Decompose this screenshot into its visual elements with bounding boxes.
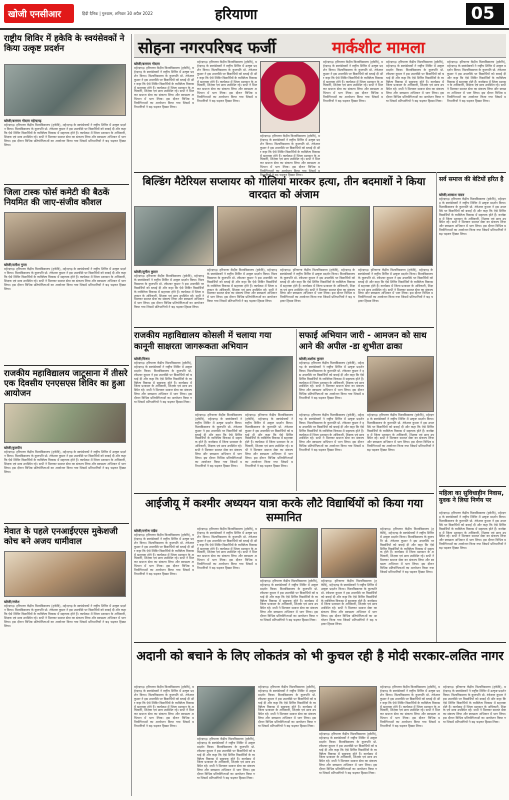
story-kaushal-photo <box>4 212 126 260</box>
story-ig-body-1: महेन्द्रगढ़। हरियाणा केंद्रीय विश्वविद्यालय (हकेवि), महेन्द्रगढ़ के स्वयंसेवकों ने राष्ट्रीय शिविर में उत्कृष्ट प्रदर्शन किया। विश्वविद्यालय के कुलपति प्रो. टंकेश्वर कुमार ने इस उपलब्धि पर विद्यार्थियों को बधाई दी और कहा कि ऐसे शिविर विद्यार्थियों के व्यक्तित्व विकास में सहायक होते हैं। कार्यक्रम में जिला प्रशासन के अधिकारी, शिक्षक एवं छात्र उपस्थित रहे। सभी ने मिलकर समाज सेवा का संकल्प लिया और स्वच्छता अभियान में भाग लिया। इस दौरान विभिन्न प्रतियोगिताओं का आयोजन किया गया जिसमें प्रतिभागियों ने बढ़ चढ़कर हिस्सा लिया। <box>134 533 194 577</box>
story-top-left-body: महेन्द्रगढ़। हरियाणा केंद्रीय विश्वविद्यालय (हकेवि), महेन्द्रगढ़ के स्वयंसेवकों ने राष्ट्रीय शिविर में उत्कृष्ट प्रदर्शन किया। विश्वविद्यालय के कुलपति प्रो. टंकेश्वर कुमार ने इस उपलब्धि पर विद्यार्थियों को बधाई दी और कहा कि ऐसे शिविर विद्यार्थियों के व्यक्तित्व विकास में सहायक होते हैं। कार्यक्रम में जिला प्रशासन के अधिकारी, शिक्षक एवं छात्र उपस्थित रहे। सभी ने मिलकर समाज सेवा का संकल्प लिया और स्वच्छता अभियान में भाग लिया। इस दौरान विभिन्न प्रतियोगिताओं का आयोजन किया गया जिसमें प्रतिभागियों ने बढ़ चढ़कर हिस्सा लिया। <box>4 123 127 147</box>
banner-byline: खोजी/बलराम गोदारा <box>134 62 160 66</box>
divider <box>4 523 129 524</box>
story-adani-headline: अदानी को बचाने के लिए लोकतंत्र को भी कुचल रही है मोदी सरकार-ललित नागर <box>136 648 504 663</box>
story-mewat-body: महेन्द्रगढ़। हरियाणा केंद्रीय विश्वविद्यालय (हकेवि), महेन्द्रगढ़ के स्वयंसेवकों ने राष्ट्रीय शिविर में उत्कृष्ट प्रदर्शन किया। विश्वविद्यालय के कुलपति प्रो. टंकेश्वर कुमार ने इस उपलब्धि पर विद्यार्थियों को बधाई दी और कहा कि ऐसे शिविर विद्यार्थियों के व्यक्तित्व विकास में सहायक होते हैं। कार्यक्रम में जिला प्रशासन के अधिकारी, शिक्षक एवं छात्र उपस्थित रहे। सभी ने मिलकर समाज सेवा का संकल्प लिया और स्वच्छता अभियान में भाग लिया। इस दौरान विभिन्न प्रतियोगिताओं का आयोजन किया गया जिसमें प्रतिभागियों ने बढ़ चढ़कर हिस्सा लिया। <box>4 604 127 628</box>
story-kaushal-headline: जिला टास्क फोर्स कमेटी की बैठकें नियमित की जाए-संजीव कौशल <box>4 188 110 208</box>
story-safai-headline: सफाई अभियान जारी - आमजन को साथ आने की अपील -डा शुभीता ढाका <box>299 331 427 352</box>
banner-portrait-photo <box>260 61 320 133</box>
story-ig-headline: आईजीयू में कश्मीर अध्ययन यात्रा करके लौटे विद्यार्थियों को किया गया सम्मानित <box>145 497 423 524</box>
section-title: हरियाणा <box>215 7 258 23</box>
divider <box>134 642 506 643</box>
column-divider <box>131 34 132 796</box>
story-top-left-photo <box>4 64 126 116</box>
story-safai-body-2: महेन्द्रगढ़। हरियाणा केंद्रीय विश्वविद्यालय (हकेवि), महेन्द्रगढ़ के स्वयंसेवकों ने राष्ट्रीय शिविर में उत्कृष्ट प्रदर्शन किया। विश्वविद्यालय के कुलपति प्रो. टंकेश्वर कुमार ने इस उपलब्धि पर विद्यार्थियों को बधाई दी और कहा कि ऐसे शिविर विद्यार्थियों के व्यक्तित्व विकास में सहायक होते हैं। कार्यक्रम में जिला प्रशासन के अधिकारी, शिक्षक एवं छात्र उपस्थित रहे। सभी ने मिलकर समाज सेवा का संकल्प लिया और स्वच्छता अभियान में भाग लिया। इस दौरान विभिन्न प्रतियोगिताओं का आयोजन किया गया जिसमें प्रतिभागियों ने बढ़ चढ़कर हिस्सा लिया। <box>299 413 364 453</box>
story-nss-photo <box>4 403 126 443</box>
banner-body-col5: महेन्द्रगढ़। हरियाणा केंद्रीय विश्वविद्यालय (हकेवि), महेन्द्रगढ़ के स्वयंसेवकों ने राष्ट्रीय शिविर में उत्कृष्ट प्रदर्शन किया। विश्वविद्यालय के कुलपति प्रो. टंकेश्वर कुमार ने इस उपलब्धि पर विद्यार्थियों को बधाई दी और कहा कि ऐसे शिविर विद्यार्थियों के व्यक्तित्व विकास में सहायक होते हैं। कार्यक्रम में जिला प्रशासन के अधिकारी, शिक्षक एवं छात्र उपस्थित रहे। सभी ने मिलकर समाज सेवा का संकल्प लिया और स्वच्छता अभियान में भाग लिया। इस दौरान विभिन्न प्रतियोगिताओं का आयोजन किया गया जिसमें प्रतिभागियों ने बढ़ चढ़कर हिस्सा लिया। <box>447 60 506 104</box>
story-builder-photo-3 <box>300 206 370 266</box>
story-builder-body-3: महेन्द्रगढ़। हरियाणा केंद्रीय विश्वविद्यालय (हकेवि), महेन्द्रगढ़ के स्वयंसेवकों ने राष्ट्रीय शिविर में उत्कृष्ट प्रदर्शन किया। विश्वविद्यालय के कुलपति प्रो. टंकेश्वर कुमार ने इस उपलब्धि पर विद्यार्थियों को बधाई दी और कहा कि ऐसे शिविर विद्यार्थियों के व्यक्तित्व विकास में सहायक होते हैं। कार्यक्रम में जिला प्रशासन के अधिकारी, शिक्षक एवं छात्र उपस्थित रहे। सभी ने मिलकर समाज सेवा का संकल्प लिया और स्वच्छता अभियान में भाग लिया। इस दौरान विभिन्न प्रतियोगिताओं का आयोजन किया गया जिसमें प्रतिभागियों ने बढ़ चढ़कर हिस्सा लिया। <box>280 268 355 304</box>
story-builder-body-4: महेन्द्रगढ़। हरियाणा केंद्रीय विश्वविद्यालय (हकेवि), महेन्द्रगढ़ के स्वयंसेवकों ने राष्ट्रीय शिविर में उत्कृष्ट प्रदर्शन किया। विश्वविद्यालय के कुलपति प्रो. टंकेश्वर कुमार ने इस उपलब्धि पर विद्यार्थियों को बधाई दी और कहा कि ऐसे शिविर विद्यार्थियों के व्यक्तित्व विकास में सहायक होते हैं। कार्यक्रम में जिला प्रशासन के अधिकारी, शिक्षक एवं छात्र उपस्थित रहे। सभी ने मिलकर समाज सेवा का संकल्प लिया और स्वच्छता अभियान में भाग लिया। इस दौरान विभिन्न प्रतियोगिताओं का आयोजन किया गया जिसमें प्रतिभागियों ने बढ़ चढ़कर हिस्सा लिया। <box>358 268 433 304</box>
logo-text: खोजी एनसीआर <box>8 10 62 20</box>
banner-headline-accent: मार्कशीट मामला <box>332 38 425 57</box>
masthead-meta: हिंदी दैनिक | गुरुग्राम, शनिवार 30 अप्रैल 2022 <box>82 11 153 16</box>
divider <box>134 172 506 173</box>
story-kosli-body-3: महेन्द्रगढ़। हरियाणा केंद्रीय विश्वविद्यालय (हकेवि), महेन्द्रगढ़ के स्वयंसेवकों ने राष्ट्रीय शिविर में उत्कृष्ट प्रदर्शन किया। विश्वविद्यालय के कुलपति प्रो. टंकेश्वर कुमार ने इस उपलब्धि पर विद्यार्थियों को बधाई दी और कहा कि ऐसे शिविर विद्यार्थियों के व्यक्तित्व विकास में सहायक होते हैं। कार्यक्रम में जिला प्रशासन के अधिकारी, शिक्षक एवं छात्र उपस्थित रहे। सभी ने मिलकर समाज सेवा का संकल्प लिया और स्वच्छता अभियान में भाग लिया। इस दौरान विभिन्न प्रतियोगिताओं का आयोजन किया गया जिसमें प्रतिभागियों ने बढ़ चढ़कर हिस्सा लिया। <box>245 413 293 468</box>
story-adani-photo-1 <box>197 686 255 736</box>
story-safai-photo <box>367 356 434 412</box>
story-builder-photo-1 <box>134 206 214 266</box>
masthead <box>0 0 509 30</box>
story-ig-body-4: महेन्द्रगढ़। हरियाणा केंद्रीय विश्वविद्यालय (हकेवि), महेन्द्रगढ़ के स्वयंसेवकों ने राष्ट्रीय शिविर में उत्कृष्ट प्रदर्शन किया। विश्वविद्यालय के कुलपति प्रो. टंकेश्वर कुमार ने इस उपलब्धि पर विद्यार्थियों को बधाई दी और कहा कि ऐसे शिविर विद्यार्थियों के व्यक्तित्व विकास में सहायक होते हैं। कार्यक्रम में जिला प्रशासन के अधिकारी, शिक्षक एवं छात्र उपस्थित रहे। सभी ने मिलकर समाज सेवा का संकल्प लिया और स्वच्छता अभियान में भाग लिया। इस दौरान विभिन्न प्रतियोगिताओं का आयोजन किया गया जिसमें प्रतिभागियों ने बढ़ चढ़कर हिस्सा लिया। <box>321 579 378 626</box>
story-adani-body-2: महेन्द्रगढ़। हरियाणा केंद्रीय विश्वविद्यालय (हकेवि), महेन्द्रगढ़ के स्वयंसेवकों ने राष्ट्रीय शिविर में उत्कृष्ट प्रदर्शन किया। विश्वविद्यालय के कुलपति प्रो. टंकेश्वर कुमार ने इस उपलब्धि पर विद्यार्थियों को बधाई दी और कहा कि ऐसे शिविर विद्यार्थियों के व्यक्तित्व विकास में सहायक होते हैं। कार्यक्रम में जिला प्रशासन के अधिकारी, शिक्षक एवं छात्र उपस्थित रहे। सभी ने मिलकर समाज सेवा का संकल्प लिया और स्वच्छता अभियान में भाग लिया। इस दौरान विभिन्न प्रतियोगिताओं का आयोजन किया गया जिसमें प्रतिभागियों ने बढ़ चढ़कर हिस्सा लिया। <box>197 737 255 781</box>
right-column-headline-2: महिला का सुविधाहीन निवास, युवक ने लिया निर्णय पर <box>439 490 504 504</box>
divider <box>134 493 434 494</box>
story-safai-body-1: महेन्द्रगढ़। हरियाणा केंद्रीय विश्वविद्यालय (हकेवि), महेन्द्रगढ़ के स्वयंसेवकों ने राष्ट्रीय शिविर में उत्कृष्ट प्रदर्शन किया। विश्वविद्यालय के कुलपति प्रो. टंकेश्वर कुमार ने इस उपलब्धि पर विद्यार्थियों को बधाई दी और कहा कि ऐसे शिविर विद्यार्थियों के व्यक्तित्व विकास में सहायक होते हैं। कार्यक्रम में जिला प्रशासन के अधिकारी, शिक्षक एवं छात्र उपस्थित रहे। सभी ने मिलकर समाज सेवा का संकल्प लिया और स्वच्छता अभियान में भाग लिया। इस दौरान विभिन्न प्रतियोगिताओं का आयोजन किया गया जिसमें प्रतिभागियों ने बढ़ चढ़कर हिस्सा लिया। <box>299 361 364 401</box>
story-nss-body: महेन्द्रगढ़। हरियाणा केंद्रीय विश्वविद्यालय (हकेवि), महेन्द्रगढ़ के स्वयंसेवकों ने राष्ट्रीय शिविर में उत्कृष्ट प्रदर्शन किया। विश्वविद्यालय के कुलपति प्रो. टंकेश्वर कुमार ने इस उपलब्धि पर विद्यार्थियों को बधाई दी और कहा कि ऐसे शिविर विद्यार्थियों के व्यक्तित्व विकास में सहायक होते हैं। कार्यक्रम में जिला प्रशासन के अधिकारी, शिक्षक एवं छात्र उपस्थित रहे। सभी ने मिलकर समाज सेवा का संकल्प लिया और स्वच्छता अभियान में भाग लिया। इस दौरान विभिन्न प्रतियोगिताओं का आयोजन किया गया जिसमें प्रतिभागियों ने बढ़ चढ़कर हिस्सा लिया। <box>4 450 127 474</box>
right-column-headline: सर्व समाज की बेटियों हरित है <box>439 176 504 183</box>
story-nss-byline: खोजी/कुलदीप <box>4 446 22 450</box>
banner-portrait-caption: महेन्द्रगढ़। हरियाणा केंद्रीय विश्वविद्यालय (हकेवि), महेन्द्रगढ़ के स्वयंसेवकों ने राष्ट्रीय शिविर में उत्कृष्ट प्रदर्शन किया। विश्वविद्यालय के कुलपति प्रो. टंकेश्वर कुमार ने इस उपलब्धि पर विद्यार्थियों को बधाई दी और कहा कि ऐसे शिविर विद्यार्थियों के व्यक्तित्व विकास में सहायक होते हैं। कार्यक्रम में जिला प्रशासन के अधिकारी, शिक्षक एवं छात्र उपस्थित रहे। सभी ने मिलकर समाज सेवा का संकल्प लिया और स्वच्छता अभियान में भाग लिया। इस दौरान विभिन्न प्र तिभागियों ने बढ़ चढ़कर हिस्सा लिया। <box>260 134 320 178</box>
story-top-left-byline: खोजी/बलराम गोदारा महेन्द्रगढ़ <box>4 119 42 123</box>
story-builder-headline: बिल्डिंग मैटेरियल सप्लायर को गोलियां मारकर हत्या, तीन बदमाशों ने किया वारदात को अंजाम <box>142 176 426 201</box>
story-kaushal-byline: खोजी/सतीश गुप्ता <box>4 263 27 267</box>
story-kosli-headline: राजकीय महाविद्यालय कोसली में चलाया गया कानूनी साक्षरता जागरूकता अभियान <box>134 331 272 352</box>
story-adani-body-6: महेन्द्रगढ़। हरियाणा केंद्रीय विश्वविद्यालय (हकेवि), महेन्द्रगढ़ के स्वयंसेवकों ने राष्ट्रीय शिविर में उत्कृष्ट प्रदर्शन किया। विश्वविद्यालय के कुलपति प्रो. टंकेश्वर कुमार ने इस उपलब्धि पर विद्यार्थियों को बधाई दी और कहा कि ऐसे शिविर विद्यार्थियों के व्यक्तित्व विकास में सहायक होते हैं। कार्यक्रम में जिला प्रशासन के अधिकारी, शिक्षक एवं छात्र उपस्थित रहे। सभी ने मिलकर समाज सेवा का संकल्प लिया और स्वच्छता अभियान में भाग लिया। इस दौरान विभिन्न प्रतियोगिताओं का आयोजन किया गया जिसमें प्रतिभागियों ने बढ़ चढ़कर हिस्सा लिया। <box>443 685 506 725</box>
divider <box>134 327 434 328</box>
story-kosli-body-1: महेन्द्रगढ़। हरियाणा केंद्रीय विश्वविद्यालय (हकेवि), महेन्द्रगढ़ के स्वयंसेवकों ने राष्ट्रीय शिविर में उत्कृष्ट प्रदर्शन किया। विश्वविद्यालय के कुलपति प्रो. टंकेश्वर कुमार ने इस उपलब्धि पर विद्यार्थियों को बधाई दी और कहा कि ऐसे शिविर विद्यार्थियों के व्यक्तित्व विकास में सहायक होते हैं। कार्यक्रम में जिला प्रशासन के अधिकारी, शिक्षक एवं छात्र उपस्थित रहे। सभी ने मिलकर समाज सेवा का संकल्प लिया और स्वच्छता अभियान में भाग लिया। इस दौरान विभिन्न प्रतियोगिताओं का आयोजन किया गया जिसमें प्रतिभागियों ने बढ़ चढ़कर हिस्सा लिया। <box>134 361 192 405</box>
story-mewat-headline: मेवात के पहले एनआईएएस मुकेशजी कोच बने अजय धामीवाल <box>4 527 118 547</box>
story-adani-photo-2 <box>319 686 377 731</box>
story-adani-body-4: महेन्द्रगढ़। हरियाणा केंद्रीय विश्वविद्यालय (हकेवि), महेन्द्रगढ़ के स्वयंसेवकों ने राष्ट्रीय शिविर में उत्कृष्ट प्रदर्शन किया। विश्वविद्यालय के कुलपति प्रो. टंकेश्वर कुमार ने इस उपलब्धि पर विद्यार्थियों को बधाई दी और कहा कि ऐसे शिविर विद्यार्थियों के व्यक्तित्व विकास में सहायक होते हैं। कार्यक्रम में जिला प्रशासन के अधिकारी, शिक्षक एवं छात्र उपस्थित रहे। सभी ने मिलकर समाज सेवा का संकल्प लिया और स्वच्छता अभियान में भाग लिया। इस दौरान विभिन्न प्रतियोगिताओं का आयोजन किया गया जिसमें प्रतिभागियों ने बढ़ चढ़कर हिस्सा लिया। <box>319 732 377 776</box>
story-ig-photo-2 <box>321 528 377 578</box>
story-builder-body-2: महेन्द्रगढ़। हरियाणा केंद्रीय विश्वविद्यालय (हकेवि), महेन्द्रगढ़ के स्वयंसेवकों ने राष्ट्रीय शिविर में उत्कृष्ट प्रदर्शन किया। विश्वविद्यालय के कुलपति प्रो. टंकेश्वर कुमार ने इस उपलब्धि पर विद्यार्थियों को बधाई दी और कहा कि ऐसे शिविर विद्यार्थियों के व्यक्तित्व विकास में सहायक होते हैं। कार्यक्रम में जिला प्रशासन के अधिकारी, शिक्षक एवं छात्र उपस्थित रहे। सभी ने मिलकर समाज सेवा का संकल्प लिया और स्वच्छता अभियान में भाग लिया। इस दौरान विभिन्न प्रतियोगिताओं का आयोजन किया गया जिसमें प्रतिभागियों ने बढ़ चढ़कर हिस्सा लिया। <box>207 268 277 304</box>
divider <box>4 365 129 366</box>
right-column-byline: खोजी/आकाश यादव <box>439 193 465 197</box>
column-divider <box>296 329 297 491</box>
divider <box>4 184 129 185</box>
banner-body-col2: महेन्द्रगढ़। हरियाणा केंद्रीय विश्वविद्यालय (हकेवि), महेन्द्रगढ़ के स्वयंसेवकों ने राष्ट्रीय शिविर में उत्कृष्ट प्रदर्शन किया। विश्वविद्यालय के कुलपति प्रो. टंकेश्वर कुमार ने इस उपलब्धि पर विद्यार्थियों को बधाई दी और कहा कि ऐसे शिविर विद्यार्थियों के व्यक्तित्व विकास में सहायक होते हैं। कार्यक्रम में जिला प्रशासन के अधिकारी, शिक्षक एवं छात्र उपस्थित रहे। सभी ने मिलकर समाज सेवा का संकल्प लिया और स्वच्छता अभियान में भाग लिया। इस दौरान विभिन्न प्रतियोगिताओं का आयोजन किया गया जिसमें प्रतिभागियों ने बढ़ चढ़कर हिस्सा लिया। <box>197 60 257 104</box>
story-builder-photo-2 <box>217 206 297 266</box>
newspaper-logo <box>4 4 74 23</box>
story-mewat-byline: खोजी/राजेश <box>4 600 20 604</box>
story-builder-byline: खोजी/सुनील कुमार <box>134 270 158 274</box>
story-ig-body-3: महेन्द्रगढ़। हरियाणा केंद्रीय विश्वविद्यालय (हकेवि), महेन्द्रगढ़ के स्वयंसेवकों ने राष्ट्रीय शिविर में उत्कृष्ट प्रदर्शन किया। विश्वविद्यालय के कुलपति प्रो. टंकेश्वर कुमार ने इस उपलब्धि पर विद्यार्थियों को बधाई दी और कहा कि ऐसे शिविर विद्यार्थियों के व्यक्तित्व विकास में सहायक होते हैं। कार्यक्रम में जिला प्रशासन के अधिकारी, शिक्षक एवं छात्र उपस्थित रहे। सभी ने मिलकर समाज सेवा का संकल्प लिया और स्वच्छता अभियान में भाग लिया। इस दौरान विभिन्न प्रतियोगिताओं का आयोजन किया गया जिसमें प्रतिभागियों ने बढ़ चढ़कर हिस्सा लिया। <box>260 579 318 623</box>
story-ig-body-5: महेन्द्रगढ़। हरियाणा केंद्रीय विश्वविद्यालय (हकेवि), महेन्द्रगढ़ के स्वयंसेवकों ने राष्ट्रीय शिविर में उत्कृष्ट प्रदर्शन किया। विश्वविद्यालय के कुलपति प्रो. टंकेश्वर कुमार ने इस उपलब्धि पर विद्यार्थियों को बधाई दी और कहा कि ऐसे शिविर विद्यार्थियों के व्यक्तित्व विकास में सहायक होते हैं। कार्यक्रम में जिला प्रशासन के अधिकारी, शिक्षक एवं छात्र उपस्थित रहे। सभी ने मिलकर समाज सेवा का संकल्प लिया और स्वच्छता अभियान में भाग लिया। इस दौरान विभिन्न प्रतियोगिताओं का आयोजन किया गया जिसमें प्रतिभागियों ने बढ़ चढ़कर हिस्सा लिया। <box>380 527 434 574</box>
right-column-divider <box>436 172 437 642</box>
story-nss-headline: राजकीय महाविद्यालय जाटूसाना में तीसरे एक दिवसीय एनएसएस शिविर का हुआ आयोजन <box>4 369 128 399</box>
banner-headline-box <box>134 34 506 58</box>
story-adani-body-3: महेन्द्रगढ़। हरियाणा केंद्रीय विश्वविद्यालय (हकेवि), महेन्द्रगढ़ के स्वयंसेवकों ने राष्ट्रीय शिविर में उत्कृष्ट प्रदर्शन किया। विश्वविद्यालय के कुलपति प्रो. टंकेश्वर कुमार ने इस उपलब्धि पर विद्यार्थियों को बधाई दी और कहा कि ऐसे शिविर विद्यार्थियों के व्यक्तित्व विकास में सहायक होते हैं। कार्यक्रम में जिला प्रशासन के अधिकारी, शिक्षक एवं छात्र उपस्थित रहे। सभी ने मिलकर समाज सेवा का संकल्प लिया और स्वच्छता अभियान में भाग लिया। इस दौरान विभिन्न प्रतियोगिताओं का आयोजन किया गया जिसमें प्रतिभागियों ने बढ़ चढ़कर हिस्सा लिया। <box>258 685 316 729</box>
story-adani-body-5: महेन्द्रगढ़। हरियाणा केंद्रीय विश्वविद्यालय (हकेवि), महेन्द्रगढ़ के स्वयंसेवकों ने राष्ट्रीय शिविर में उत्कृष्ट प्रदर्शन किया। विश्वविद्यालय के कुलपति प्रो. टंकेश्वर कुमार ने इस उपलब्धि पर विद्यार्थियों को बधाई दी और कहा कि ऐसे शिविर विद्यार्थियों के व्यक्तित्व विकास में सहायक होते हैं। कार्यक्रम में जिला प्रशासन के अधिकारी, शिक्षक एवं छात्र उपस्थित रहे। सभी ने मिलकर समाज सेवा का संकल्प लिया और स्वच्छता अभियान में भाग लिया। इस दौरान विभिन्न प्रतियोगिताओं का आयोजन किया गया जिसमें प्रतिभागियों ने बढ़ चढ़कर हिस्सा लिया। <box>380 685 440 729</box>
story-ig-body-2: महेन्द्रगढ़। हरियाणा केंद्रीय विश्वविद्यालय (हकेवि), महेन्द्रगढ़ के स्वयंसेवकों ने राष्ट्रीय शिविर में उत्कृष्ट प्रदर्शन किया। विश्वविद्यालय के कुलपति प्रो. टंकेश्वर कुमार ने इस उपलब्धि पर विद्यार्थियों को बधाई दी और कहा कि ऐसे शिविर विद्यार्थियों के व्यक्तित्व विकास में सहायक होते हैं। कार्यक्रम में जिला प्रशासन के अधिकारी, शिक्षक एवं छात्र उपस्थित रहे। सभी ने मिलकर समाज सेवा का संकल्प लिया और स्वच्छता अभियान में भाग लिया। इस दौरान विभिन्न प्रतियोगिताओं का आयोजन किया गया जिसमें प्रतिभागियों ने बढ़ चढ़कर हिस्सा लिया। <box>197 527 257 571</box>
right-column-body-2: महेन्द्रगढ़। हरियाणा केंद्रीय विश्वविद्यालय (हकेवि), महेन्द्रगढ़ के स्वयंसेवकों ने राष्ट्रीय शिविर में उत्कृष्ट प्रदर्शन किया। विश्वविद्यालय के कुलपति प्रो. टंकेश्वर कुमार ने इस उपलब्धि पर विद्यार्थियों को बधाई दी और कहा कि ऐसे शिविर विद्यार्थियों के व्यक्तित्व विकास में सहायक होते हैं। कार्यक्रम में जिला प्रशासन के अधिकारी, शिक्षक एवं छात्र उपस्थित रहे। सभी ने मिलकर समाज सेवा का संकल्प लिया और स्वच्छता अभियान में भाग लिया। इस दौरान विभिन्न प्रतियोगिताओं का आयोजन किया गया जिसमें प्रतिभागियों ने बढ़ चढ़कर हिस्सा लिया। <box>439 511 506 551</box>
story-safai-body-3: महेन्द्रगढ़। हरियाणा केंद्रीय विश्वविद्यालय (हकेवि), महेन्द्रगढ़ के स्वयंसेवकों ने राष्ट्रीय शिविर में उत्कृष्ट प्रदर्शन किया। विश्वविद्यालय के कुलपति प्रो. टंकेश्वर कुमार ने इस उपलब्धि पर विद्यार्थियों को बधाई दी और कहा कि ऐसे शिविर विद्यार्थियों के व्यक्तित्व विकास में सहायक होते हैं। कार्यक्रम में जिला प्रशासन के अधिकारी, शिक्षक एवं छात्र उपस्थित रहे। सभी ने मिलकर समाज सेवा का संकल्प लिया और स्वच्छता अभियान में भाग लिया। इस दौरान विभिन्न प्रतियोगिताओं का आयोजन किया गया जिसमें प्रतिभागियों ने बढ़ चढ़कर हिस्सा लिया। <box>367 413 434 453</box>
story-ig-byline: खोजी/मनोज पांडेय <box>134 529 158 533</box>
banner-body-col1: महेन्द्रगढ़। हरियाणा केंद्रीय विश्वविद्यालय (हकेवि), महेन्द्रगढ़ के स्वयंसेवकों ने राष्ट्रीय शिविर में उत्कृष्ट प्रदर्शन किया। विश्वविद्यालय के कुलपति प्रो. टंकेश्वर कुमार ने इस उपलब्धि पर विद्यार्थियों को बधाई दी और कहा कि ऐसे शिविर विद्यार्थियों के व्यक्तित्व विकास में सहायक होते हैं। कार्यक्रम में जिला प्रशासन के अधिकारी, शिक्षक एवं छात्र उपस्थित रहे। सभी ने मिलकर समाज सेवा का संकल्प लिया और स्वच्छता अभियान में भाग लिया। इस दौरान विभिन्न प्रतियोगिताओं का आयोजन किया गया जिसमें प्रतिभागियों ने बढ़ चढ़कर हिस्सा लिया। <box>134 66 194 110</box>
story-kosli-body-2: महेन्द्रगढ़। हरियाणा केंद्रीय विश्वविद्यालय (हकेवि), महेन्द्रगढ़ के स्वयंसेवकों ने राष्ट्रीय शिविर में उत्कृष्ट प्रदर्शन किया। विश्वविद्यालय के कुलपति प्रो. टंकेश्वर कुमार ने इस उपलब्धि पर विद्यार्थियों को बधाई दी और कहा कि ऐसे शिविर विद्यार्थियों के व्यक्तित्व विकास में सहायक होते हैं। कार्यक्रम में जिला प्रशासन के अधिकारी, शिक्षक एवं छात्र उपस्थित रहे। सभी ने मिलकर समाज सेवा का संकल्प लिया और स्वच्छता अभियान में भाग लिया। इस दौरान विभिन्न प्रतियोगिताओं का आयोजन किया गया जिसमें प्रतिभागियों ने बढ़ चढ़कर हिस्सा लिया। <box>195 413 242 468</box>
story-mewat-photo <box>4 551 126 597</box>
page-number-box <box>466 3 504 25</box>
story-top-left-headline: राष्ट्रीय शिविर में हकेवि के स्वयंसेवकों ने किया उत्कृष्ट प्रदर्शन <box>4 34 125 54</box>
story-builder-photo-4 <box>373 206 433 266</box>
banner-headline-main: सोहना नगरपरिषद फर्जी <box>138 38 276 57</box>
right-column-body: महेन्द्रगढ़। हरियाणा केंद्रीय विश्वविद्यालय (हकेवि), महेन्द्रगढ़ के स्वयंसेवकों ने राष्ट्रीय शिविर में उत्कृष्ट प्रदर्शन किया। विश्वविद्यालय के कुलपति प्रो. टंकेश्वर कुमार ने इस उपलब्धि पर विद्यार्थियों को बधाई दी और कहा कि ऐसे शिविर विद्यार्थियों के व्यक्तित्व विकास में सहायक होते हैं। कार्यक्रम में जिला प्रशासन के अधिकारी, शिक्षक एवं छात्र उपस्थित रहे। सभी ने मिलकर समाज सेवा का संकल्प लिया और स्वच्छता अभियान में भाग लिया। इस दौरान विभिन्न प्रतियोगिताओं का आयोजन किया गया जिसमें प्रतिभागियों ने बढ़ चढ़कर हिस्सा लिया। <box>439 197 506 237</box>
story-kaushal-body: महेन्द्रगढ़। हरियाणा केंद्रीय विश्वविद्यालय (हकेवि), महेन्द्रगढ़ के स्वयंसेवकों ने राष्ट्रीय शिविर में उत्कृष्ट प्रदर्शन किया। विश्वविद्यालय के कुलपति प्रो. टंकेश्वर कुमार ने इस उपलब्धि पर विद्यार्थियों को बधाई दी और कहा कि ऐसे शिविर विद्यार्थियों के व्यक्तित्व विकास में सहायक होते हैं। कार्यक्रम में जिला प्रशासन के अधिकारी, शिक्षक एवं छात्र उपस्थित रहे। सभी ने मिलकर समाज सेवा का संकल्प लिया और स्वच्छता अभियान में भाग लिया। इस दौरान विभिन्न प्रतियोगिताओं का आयोजन किया गया जिसमें प्रतिभागियों ने बढ़ चढ़कर हिस्सा लिया। <box>4 267 127 291</box>
story-kosli-photo <box>195 356 293 411</box>
story-safai-byline: खोजी/अशोक कुमार <box>299 357 324 361</box>
page-number: 05 <box>471 4 495 24</box>
banner-body-col4: महेन्द्रगढ़। हरियाणा केंद्रीय विश्वविद्यालय (हकेवि), महेन्द्रगढ़ के स्वयंसेवकों ने राष्ट्रीय शिविर में उत्कृष्ट प्रदर्शन किया। विश्वविद्यालय के कुलपति प्रो. टंकेश्वर कुमार ने इस उपलब्धि पर विद्यार्थियों को बधाई दी और कहा कि ऐसे शिविर विद्यार्थियों के व्यक्तित्व विकास में सहायक होते हैं। कार्यक्रम में जिला प्रशासन के अधिकारी, शिक्षक एवं छात्र उपस्थित रहे। सभी ने मिलकर समाज सेवा का संकल्प लिया और स्वच्छता अभियान में भाग लिया। इस दौरान विभिन्न प्रतियोगिताओं का आयोजन किया गया जिसमें प्रतिभागियों ने बढ़ चढ़कर हिस्सा लिया। <box>386 60 444 104</box>
banner-body-col3: महेन्द्रगढ़। हरियाणा केंद्रीय विश्वविद्यालय (हकेवि), महेन्द्रगढ़ के स्वयंसेवकों ने राष्ट्रीय शिविर में उत्कृष्ट प्रदर्शन किया। विश्वविद्यालय के कुलपति प्रो. टंकेश्वर कुमार ने इस उपलब्धि पर विद्यार्थियों को बधाई दी और कहा कि ऐसे शिविर विद्यार्थियों के व्यक्तित्व विकास में सहायक होते हैं। कार्यक्रम में जिला प्रशासन के अधिकारी, शिक्षक एवं छात्र उपस्थित रहे। सभी ने मिलकर समाज सेवा का संकल्प लिया और स्वच्छता अभियान में भाग लिया। इस दौरान विभिन्न प्रतियोगिताओं का आयोजन किया गया जिसमें प्रतिभागियों ने बढ़ चढ़कर हिस्सा लिया। <box>323 60 383 104</box>
story-builder-body-1: महेन्द्रगढ़। हरियाणा केंद्रीय विश्वविद्यालय (हकेवि), महेन्द्रगढ़ के स्वयंसेवकों ने राष्ट्रीय शिविर में उत्कृष्ट प्रदर्शन किया। विश्वविद्यालय के कुलपति प्रो. टंकेश्वर कुमार ने इस उपलब्धि पर विद्यार्थियों को बधाई दी और कहा कि ऐसे शिविर विद्यार्थियों के व्यक्तित्व विकास में सहायक होते हैं। कार्यक्रम में जिला प्रशासन के अधिकारी, शिक्षक एवं छात्र उपस्थित रहे। सभी ने मिलकर समाज सेवा का संकल्प लिया और स्वच्छता अभियान में भाग लिया। इस दौरान विभिन्न प्रतियोगिताओं का आयोजन किया गया जिसमें प्रतिभागियों ने बढ़ चढ़कर हिस्सा लिया। <box>134 274 204 310</box>
story-ig-photo-1 <box>260 528 318 578</box>
divider <box>439 486 506 487</box>
story-adani-body-1: महेन्द्रगढ़। हरियाणा केंद्रीय विश्वविद्यालय (हकेवि), महेन्द्रगढ़ के स्वयंसेवकों ने राष्ट्रीय शिविर में उत्कृष्ट प्रदर्शन किया। विश्वविद्यालय के कुलपति प्रो. टंकेश्वर कुमार ने इस उपलब्धि पर विद्यार्थियों को बधाई दी और कहा कि ऐसे शिविर विद्यार्थियों के व्यक्तित्व विकास में सहायक होते हैं। कार्यक्रम में जिला प्रशासन के अधिकारी, शिक्षक एवं छात्र उपस्थित रहे। सभी ने मिलकर समाज सेवा का संकल्प लिया और स्वच्छता अभियान में भाग लिया। इस दौरान विभिन्न प्रतियोगिताओं का आयोजन किया गया जिसमें प्रतिभागियों ने बढ़ चढ़कर हिस्सा लिया। <box>134 685 194 729</box>
story-kosli-byline: खोजी/विजय <box>134 357 150 361</box>
